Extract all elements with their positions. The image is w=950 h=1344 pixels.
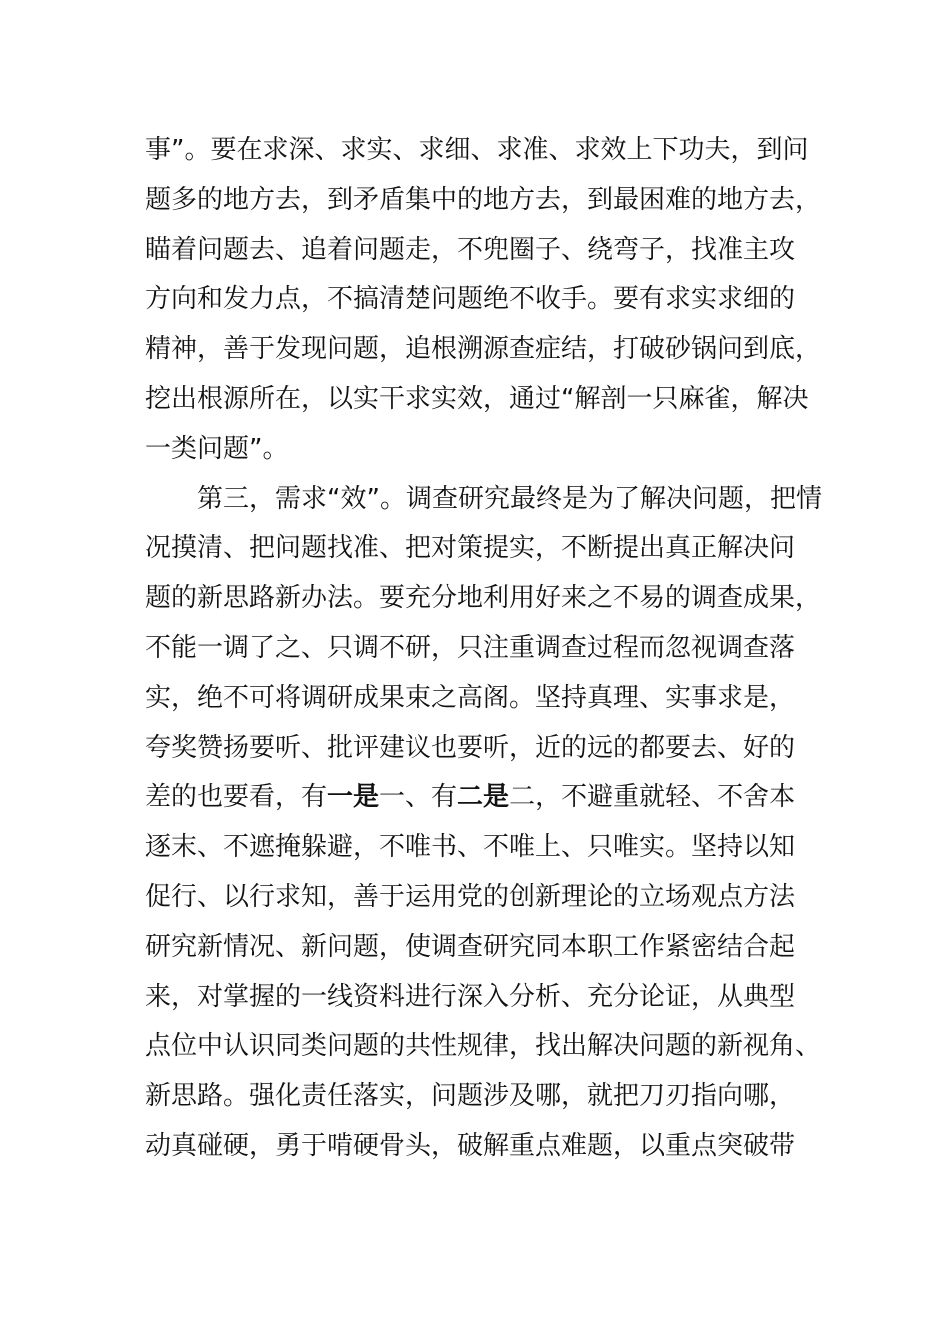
text-line: 动真碰硬，勇于啃硬骨头，破解重点难题，以重点突破带 (145, 1130, 796, 1161)
text-line: 差的也要看，有一是一、有二是二，不避重就轻、不舍本 (145, 782, 796, 813)
bold-text: 一是 (327, 782, 380, 813)
text-line: 挖出根源所在，以实干求实效，通过“解剖一只麻雀，解决 (145, 383, 809, 414)
text-line: 方向和发力点，不搞清楚问题绝不收手。要有求实求细的 (145, 284, 796, 315)
text-line: 况摸清、把问题找准、把对策提实，不断提出真正解决问 (145, 533, 796, 564)
text-line: 一类问题”。 (145, 433, 289, 464)
text-line: 研究新情况、新问题，使调查研究同本职工作紧密结合起 (145, 931, 796, 962)
text-line: 促行、以行求知，善于运用党的创新理论的立场观点方法 (145, 881, 796, 912)
text-line: 逐末、不遮掩躲避，不唯书、不唯上、只唯实。坚持以知 (145, 832, 796, 863)
text-line: 不能一调了之、只调不研，只注重调查过程而忽视调查落 (145, 632, 796, 663)
text-line: 实，绝不可将调研成果束之高阁。坚持真理、实事求是， (145, 682, 796, 713)
text-line: 题多的地方去，到矛盾集中的地方去，到最困难的地方去， (145, 184, 822, 215)
paragraph-heading-line: 第三，需求“效”。调查研究最终是为了解决问题，把情 (145, 483, 822, 514)
text-line: 夸奖赞扬要听、批评建议也要听，近的远的都要去、好的 (145, 732, 796, 763)
document-body (145, 126, 822, 1172)
bold-text: 二是 (457, 782, 510, 813)
text-line: 瞄着问题去、追着问题走，不兜圈子、绕弯子，找准主攻 (145, 234, 796, 265)
text-line: 来，对掌握的一线资料进行深入分析、充分论证，从典型 (145, 981, 796, 1012)
text-line: 事”。要在求深、求实、求细、求准、求效上下功夫，到问 (145, 135, 809, 165)
text-line: 题的新思路新办法。要充分地利用好来之不易的调查成果， (145, 583, 822, 614)
text-line: 点位中认识同类问题的共性规律，找出解决问题的新视角、 (145, 1031, 822, 1062)
text-line: 精神，善于发现问题，追根溯源查症结，打破砂锅问到底， (145, 334, 822, 365)
text-line: 新思路。强化责任落实，问题涉及哪，就把刀刃指向哪， (145, 1081, 796, 1112)
